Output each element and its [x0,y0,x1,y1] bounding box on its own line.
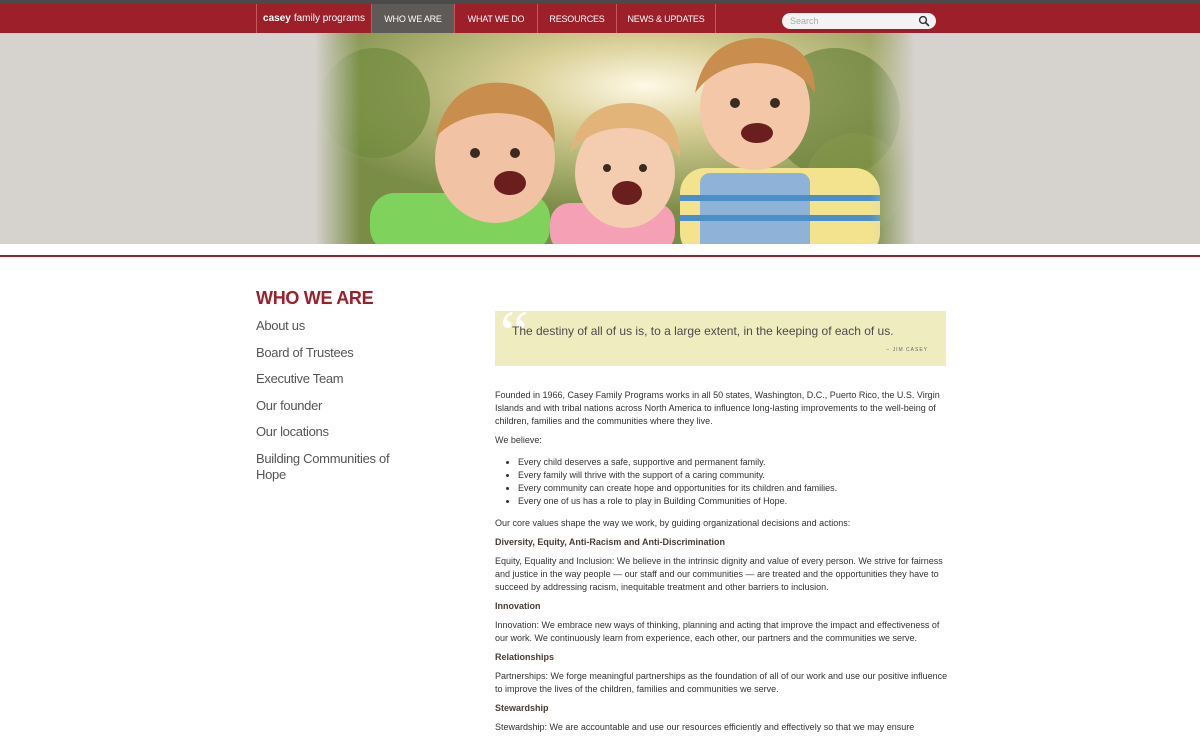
hero-divider [0,255,1200,257]
value-text-innovation: Innovation: We embrace new ways of thinking, planning and acting that improve the impact and effectiveness of our work. We continuously learn from experience, each other, our partners and the communities we serve. [495,620,940,643]
logo-rest: family programs [293,13,365,24]
sidebar-item-about-us[interactable]: About us [256,318,305,333]
nav-news-updates[interactable]: NEWS & UPDATES [617,4,716,33]
site-logo[interactable] [256,4,372,33]
list-item: • Every family will thrive with the support of a caring community. [518,469,950,482]
quote-mark-icon: “ [500,297,529,368]
nav-who-we-are[interactable]: WHO WE ARE [372,4,455,33]
search-input[interactable] [790,14,910,28]
sidebar-item-our-locations[interactable]: Our locations [256,424,329,439]
we-believe-label: We believe: [495,435,542,445]
sidebar-item-building-communities[interactable]: Building Communities of Hope [256,450,390,482]
value-text-stewardship: Stewardship: We are accountable and use our resources efficiently and effectively so that we may ensure [495,722,915,732]
sidebar-item-board-of-trustees[interactable]: Board of Trustees [256,344,354,360]
list-item: • Every one of us has a role to play in Building Communities of Hope. [518,495,950,508]
value-heading-diversity: Diversity, Equity, Anti-Racism and Anti-Discrimination [495,537,726,547]
main-navbar [0,4,1200,33]
search-box [782,13,936,29]
main-content [495,389,950,740]
hero-photo-children [315,33,915,244]
logo-bold: casey [263,13,291,24]
list-item: • Every community can create hope and opportunities for its children and families. [518,482,950,495]
intro-paragraph: Founded in 1966, Casey Family Programs works in all 50 states, Washington, D.C., Puerto Rico, the U.S. Virgin Islands and with tribal nations across North America to influence long-lasting improvements to the well-being of children, families and the communities where they live. [495,390,940,426]
search-icon[interactable] [918,15,930,27]
sidebar-item-our-founder[interactable]: Our founder [256,397,323,413]
quote-text: The destiny of all of us is, to a large extent, in the keeping of each of us. [512,324,894,338]
value-heading-stewardship: Stewardship [495,703,549,713]
sidebar-title: WHO WE ARE [256,288,374,308]
list-item: • Every child deserves a safe, supportive and permanent family. [518,456,950,469]
quote-author: – JIM CASEY [886,347,928,353]
value-text-relationships: Partnerships: We forge meaningful partnerships as the foundation of all of our work and use our positive influence to improve the lives of the children, families and communities we serve. [495,671,948,694]
value-text-diversity: Equity, Equality and Inclusion: We believe in the intrinsic dignity and value of every person. We strive for fairness and justice in the way people — our staff and our communities — are treated and the opportunities they have to succeed by addressing racism, inequitable treatment and other barriers to inclusion. [495,556,943,592]
value-heading-innovation: Innovation [495,601,541,611]
hero-banner [0,33,1200,244]
nav-resources[interactable]: RESOURCES [538,4,617,33]
founder-quote [495,297,946,368]
values-intro: Our core values shape the way we work, by guiding organizational decisions and actions: [495,518,851,528]
value-heading-relationships: Relationships [495,652,555,662]
sidebar-nav [256,318,396,493]
beliefs-list [495,456,950,508]
sidebar-item-executive-team[interactable]: Executive Team [256,371,344,386]
nav-what-we-do[interactable]: WHAT WE DO [455,4,538,33]
